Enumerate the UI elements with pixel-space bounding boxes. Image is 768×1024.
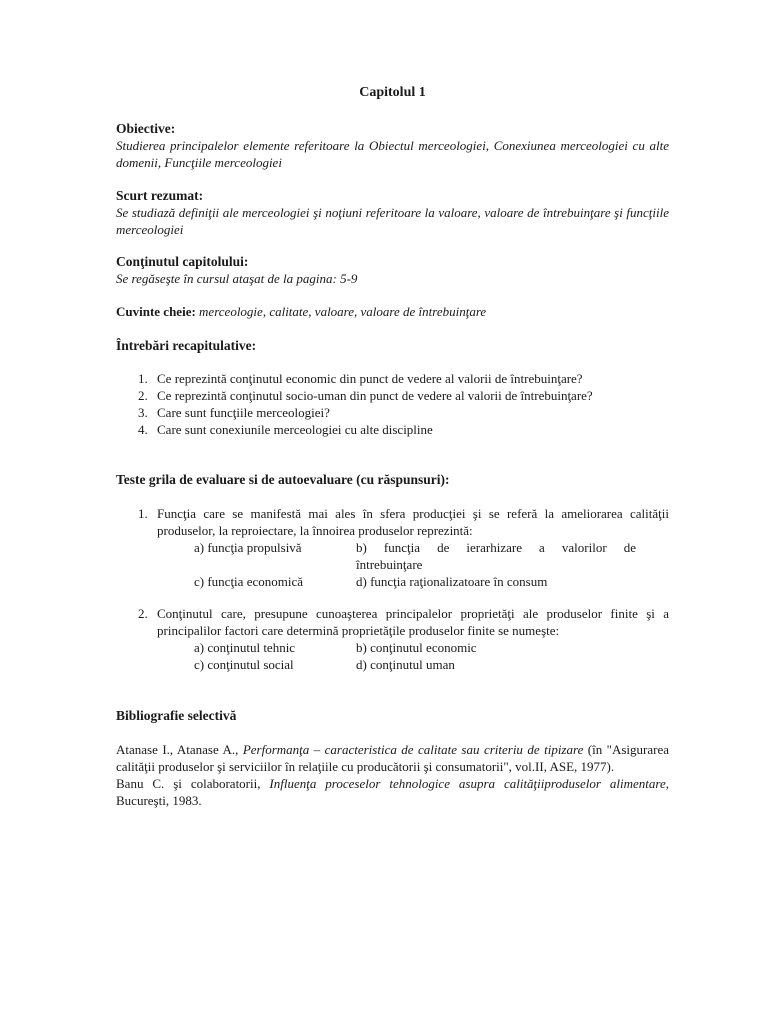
bibliography-heading: Bibliografie selectivă [116,708,237,723]
entry-details: (în "Asigurarea calităţii produselor şi serviciilor în relaţiile cu producătorii şi consumatorii", vol.II, ASE, 1977). [116,742,670,774]
bibliography-list [116,741,669,809]
objectives-text: Studierea principalelor elemente referitoare la Obiectul merceologiei, Conexiunea merceologiei cu alte domenii, Funcţiile merceologiei [116,138,669,170]
question-text: Funcţia care se manifestă mai ales în sfera producţiei şi se referă la ameliorarea calităţii produselor, la reproiectare, la înnoirea produselor reprezintă: [157,506,669,538]
answer-row [194,573,669,590]
objectives-section [116,120,669,171]
summary-heading: Scurt rezumat: [116,188,204,203]
answer-b: b) funcţia de ierarhizare a valorilor de [356,540,636,555]
list-number: 3. [138,405,148,420]
test-question-1 [116,505,669,590]
answer-c: c) conţinutul social [194,657,294,672]
list-text: Care sunt conexiunile merceologiei cu alte discipline [157,422,433,437]
recap-heading: Întrebări recapitulative: [116,338,257,353]
recap-list-block [116,370,669,438]
list-item [116,404,669,421]
list-item [116,387,669,404]
keywords-label: Cuvinte cheie: [116,304,196,319]
content-section [116,253,669,287]
list-number: 4. [138,422,148,437]
answer-a: a) conţinutul tehnic [194,640,296,655]
list-item [116,370,669,387]
list-text: Ce reprezintă conţinutul economic din punct de vedere al valorii de întrebuinţare? [157,371,583,386]
tests-section [116,471,669,488]
list-text: Ce reprezintă conţinutul socio-uman din punct de vedere al valorii de întrebuinţare? [157,388,593,403]
question-number: 1. [138,506,148,521]
summary-text: Se studiază definiţii ale merceologiei şi noţiuni referitoare la valoare, valoare de întrebuinţare şi funcţiile merceologiei [116,205,669,237]
chapter-title: Capitolul 1 [359,85,426,100]
list-number: 1. [138,371,148,386]
bibliography-entry [116,741,669,775]
question-text-block [116,605,669,639]
entry-details: , Bucureşti, 1983. [116,776,669,808]
keywords-text: merceologie, calitate, valoare, valoare de întrebuinţare [199,304,487,319]
answer-b-continued: întrebuinţare [356,557,423,572]
bibliography-section [116,707,669,724]
entry-title: Performanţa – caracteristica de calitate sau criteriu de tipizare [242,742,584,757]
answer-row [194,539,669,556]
answer-b: b) conţinutul economic [356,640,477,655]
answer-row [194,639,669,656]
answer-d: d) funcţia raţionalizatoare în consum [356,574,548,589]
test-question-2 [116,605,669,673]
answer-d: d) conţinutul uman [356,657,455,672]
recap-list [116,370,669,438]
question-text: Conţinutul care, presupune cunoaşterea principalelor proprietăţi ale produselor finite şi a principalilor factori care determină proprietăţile produselor finite se numeşte: [157,606,669,638]
answer-a: a) funcţia propulsivă [194,540,302,555]
question-text-block [116,505,669,539]
content-text: Se regăseşte în cursul ataşat de la pagina: 5-9 [116,271,358,286]
objectives-heading: Obiective: [116,121,176,136]
summary-section [116,187,669,238]
list-text: Care sunt funcţiile merceologiei? [157,405,330,420]
answer-row [194,556,669,573]
entry-title: Influenţa proceselor tehnologice asupra calităţiiproduselor alimentare [269,776,666,791]
answer-options [194,639,669,673]
entry-authors: Banu C. şi colaboratorii, [116,776,270,791]
entry-authors: Atanase I., Atanase A., [116,742,243,757]
list-item [116,421,669,438]
bibliography-entry [116,775,669,809]
keywords-section [116,303,669,320]
list-number: 2. [138,388,148,403]
recap-section [116,337,669,354]
tests-heading: Teste grila de evaluare si de autoevaluare (cu răspunsuri): [116,472,450,487]
answer-c: c) funcţia economică [194,574,303,589]
answer-options [194,539,669,590]
question-number: 2. [138,606,148,621]
content-heading: Conţinutul capitolului: [116,254,249,269]
answer-row [194,656,669,673]
